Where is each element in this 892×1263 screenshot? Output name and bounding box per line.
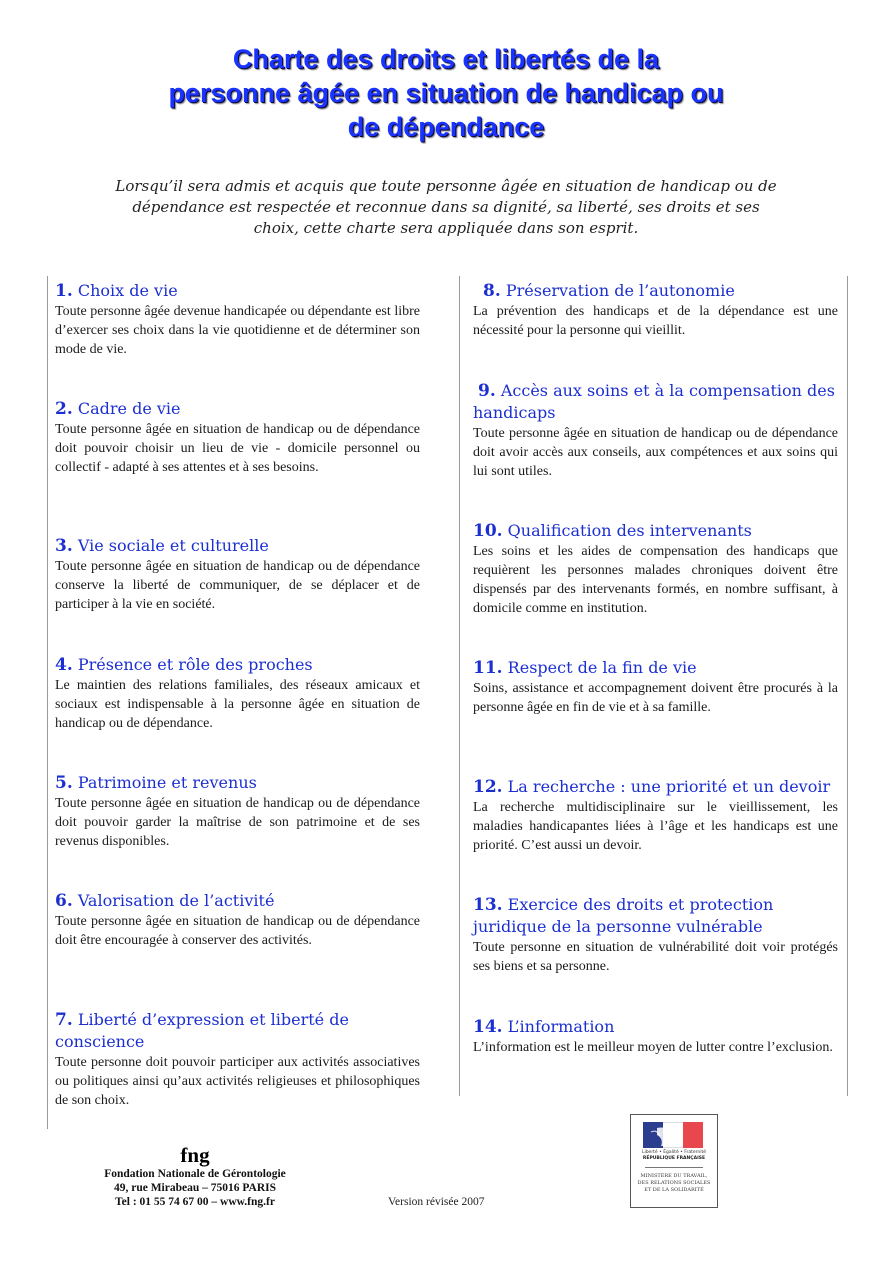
article-heading: Liberté d’expression et liberté de conscience (55, 1010, 349, 1051)
version-label: Version révisée 2007 (388, 1196, 485, 1208)
ministry-name: MINISTÈRE DU TRAVAIL, DES RELATIONS SOCIALES ET DE LA SOLIDARITÉ (637, 1173, 711, 1193)
article-heading: Choix de vie (77, 281, 178, 300)
article-title (473, 380, 838, 424)
article-2 (55, 398, 420, 477)
article-number: 9. (478, 381, 496, 401)
article-heading: Qualification des intervenants (507, 521, 752, 540)
article-title (473, 657, 838, 679)
article-10 (473, 520, 838, 618)
article-body: Toute personne âgée en situation de handicap ou de dépendance doit pouvoir garder la maîtrise de son patrimoine et de ses revenus disponibles. (55, 796, 420, 849)
article-13 (473, 894, 838, 976)
article-title (55, 654, 420, 676)
article-5 (55, 772, 420, 851)
article-title (55, 1009, 355, 1053)
article-body: Soins, assistance et accompagnement doivent être procurés à la personne âgée en fin de vie et à sa famille. (473, 681, 838, 715)
article-4 (55, 654, 420, 733)
article-title (473, 1016, 838, 1038)
article-title (55, 772, 420, 794)
article-number: 1. (55, 281, 73, 301)
article-number: 8. (483, 281, 501, 301)
article-number: 12. (473, 777, 503, 797)
article-3 (55, 535, 420, 614)
article-8 (473, 280, 838, 340)
article-6 (55, 890, 420, 950)
article-title (55, 890, 420, 912)
right-divider (847, 276, 848, 1096)
article-number: 5. (55, 773, 73, 793)
article-heading: Patrimoine et revenus (77, 773, 257, 792)
marianne-icon (643, 1122, 703, 1148)
french-flag-icon (643, 1122, 703, 1148)
article-title (473, 280, 838, 302)
org-address: 49, rue Mirabeau – 75016 PARIS (113, 1182, 277, 1194)
article-heading: La recherche : une priorité et un devoir (507, 777, 831, 796)
article-body: Toute personne âgée en situation de handicap ou de dépendance conserve la liberté de communiquer, de se déplacer et de participer à la vie en société. (55, 559, 420, 612)
article-body: Toute personne âgée en situation de handicap ou de dépendance doit être encouragée à conserver des activités. (55, 914, 420, 948)
article-body: Les soins et les aides de compensation des handicaps que requièrent les personnes malades chroniques doivent être dispensés par des intervenants formés, en nombre suffisant, à domicile comme en institution. (473, 544, 838, 616)
org-contact: Tel : 01 55 74 67 00 – www.fng.fr (115, 1196, 275, 1208)
article-heading: Respect de la fin de vie (507, 658, 697, 677)
title-line-1: Charte des droits et libertés de la (232, 44, 660, 74)
intro-text: Lorsqu’il sera admis et acquis que toute personne âgée en situation de handicap ou de dépendance est respectée et reconnue dans sa dignité, sa liberté, ses droits et ses choix, cette charte sera appliquée dans son esprit. (115, 177, 777, 237)
article-number: 6. (55, 891, 73, 911)
title-line-2: personne âgée en situation de handicap ou (168, 78, 724, 108)
article-heading: L’information (507, 1017, 615, 1036)
fng-footer (60, 1143, 330, 1209)
article-body: Toute personne âgée en situation de handicap ou de dépendance doit avoir accès aux conseils, aux compétences et aux soins qui lui sont utiles. (473, 426, 838, 479)
article-body: L’information est le meilleur moyen de lutter contre l’exclusion. (473, 1040, 833, 1055)
fng-logo: fng (180, 1143, 210, 1167)
article-body: La prévention des handicaps et de la dépendance est une nécessité pour la personne qui vieillit. (473, 304, 838, 338)
article-9 (473, 380, 838, 481)
article-1 (55, 280, 420, 359)
article-title (55, 398, 420, 420)
article-title (55, 535, 420, 557)
article-number: 10. (473, 521, 503, 541)
article-body: Toute personne âgée devenue handicapée ou dépendante est libre d’exercer ses choix dans la vie quotidienne et de déterminer son mode de vie. (55, 304, 420, 357)
ministry-logo (630, 1114, 718, 1208)
ministry-separator (645, 1167, 703, 1168)
org-name: Fondation Nationale de Gérontologie (104, 1168, 286, 1180)
article-heading: Présence et rôle des proches (77, 655, 313, 674)
article-number: 3. (55, 536, 73, 556)
article-heading: Exercice des droits et protection juridique de la personne vulnérable (473, 895, 774, 936)
center-divider (459, 276, 460, 1096)
article-title (473, 776, 838, 798)
article-body: La recherche multidisciplinaire sur le vieillissement, les maladies handicapantes liées à l’âge et les handicaps est une priorité. C’est aussi un devoir. (473, 800, 838, 853)
page-title (60, 42, 832, 144)
article-title (473, 520, 838, 542)
article-body: Le maintien des relations familiales, des réseaux amicaux et sociaux est indispensable à la personne âgée en situation de handicap ou de dépendance. (55, 678, 420, 731)
article-number: 2. (55, 399, 73, 419)
article-heading: Vie sociale et culturelle (77, 536, 269, 555)
article-12 (473, 776, 838, 855)
article-number: 13. (473, 895, 503, 915)
article-heading: Préservation de l’autonomie (505, 281, 735, 300)
article-title (55, 280, 420, 302)
article-heading: Cadre de vie (77, 399, 181, 418)
article-number: 14. (473, 1017, 503, 1037)
article-number: 11. (473, 658, 503, 678)
article-body: Toute personne âgée en situation de handicap ou de dépendance doit pouvoir choisir un lieu de vie - domicile personnel ou collectif - adapté à ses attentes et à ses besoins. (55, 422, 420, 475)
article-body: Toute personne en situation de vulnérabilité doit voir protégés ses biens et sa personne. (473, 940, 838, 974)
title-line-3: de dépendance (347, 112, 545, 142)
article-heading: Accès aux soins et à la compensation des handicaps (473, 381, 835, 422)
ministry-republic: RÉPUBLIQUE FRANÇAISE (642, 1156, 706, 1161)
article-title (473, 894, 783, 938)
article-11 (473, 657, 838, 717)
article-number: 7. (55, 1010, 73, 1030)
article-number: 4. (55, 655, 73, 675)
article-7 (55, 1009, 420, 1110)
ministry-motto: Liberté • Égalité • Fraternité (641, 1150, 707, 1155)
article-heading: Valorisation de l’activité (77, 891, 275, 910)
article-14 (473, 1016, 838, 1057)
left-divider (47, 276, 48, 1129)
article-body: Toute personne doit pouvoir participer aux activités associatives ou politiques ainsi qu’aux activités religieuses et philosophiques de son choix. (55, 1055, 420, 1108)
